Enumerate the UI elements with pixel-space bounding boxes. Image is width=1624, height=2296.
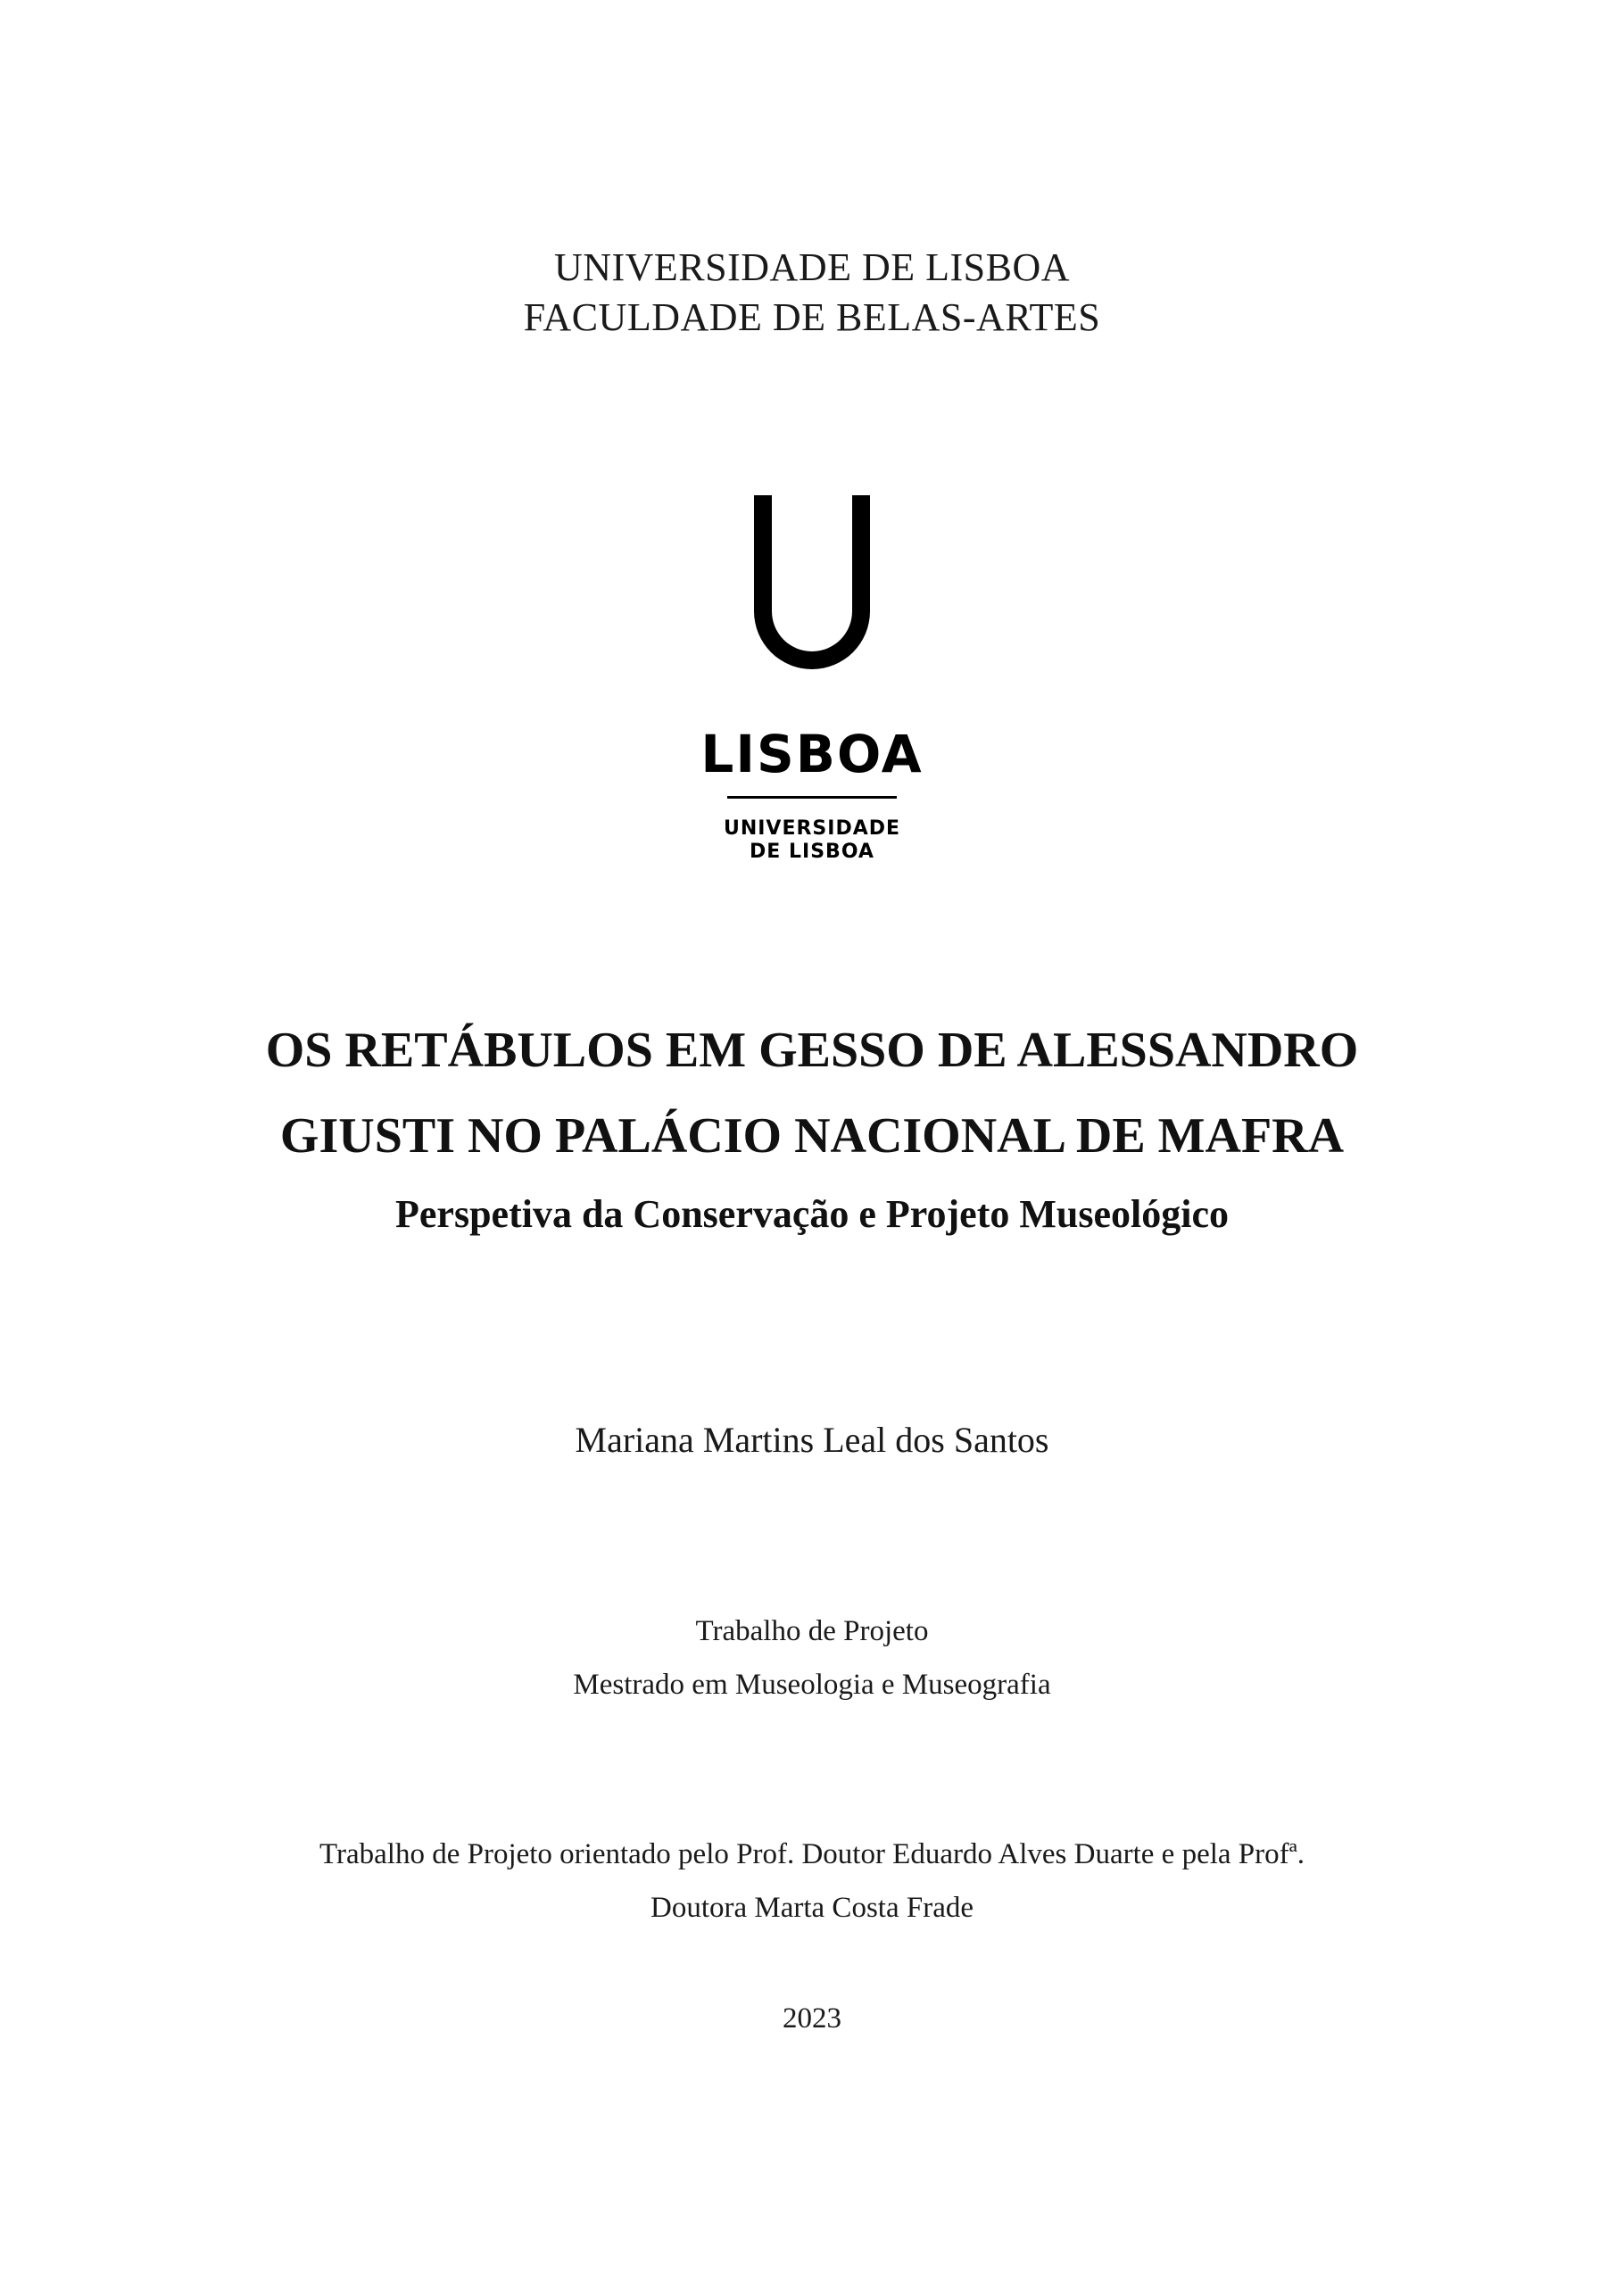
logo-caption-line1: UNIVERSIDADE: [723, 817, 901, 840]
degree-name: Mestrado em Museologia e Museografia: [573, 1669, 1051, 1701]
supervision-line2: Doutora Marta Costa Frade: [650, 1892, 974, 1924]
work-type: Trabalho de Projeto: [695, 1615, 929, 1647]
ulisboa-logo-icon: [700, 495, 924, 888]
thesis-title-line1: OS RETÁBULOS EM GESSO DE ALESSANDRO: [265, 1023, 1359, 1078]
thesis-title-line2: GIUSTI NO PALÁCIO NACIONAL DE MAFRA: [279, 1108, 1345, 1164]
university-name: UNIVERSIDADE DE LISBOA: [553, 245, 1071, 289]
year: 2023: [783, 2002, 841, 2035]
supervision-line1: Trabalho de Projeto orientado pelo Prof. Doutor Eduardo Alves Duarte e pela Profª.: [319, 1838, 1305, 1870]
logo-caption-line2: DE LISBOA: [750, 841, 874, 863]
author-name: Mariana Martins Leal dos Santos: [575, 1420, 1049, 1460]
thesis-subtitle: Perspetiva da Conservação e Projeto Museológico: [395, 1192, 1229, 1236]
logo-wordmark: LISBOA: [700, 724, 924, 784]
faculty-name: FACULDADE DE BELAS-ARTES: [523, 295, 1101, 339]
logo-divider: [727, 796, 897, 799]
